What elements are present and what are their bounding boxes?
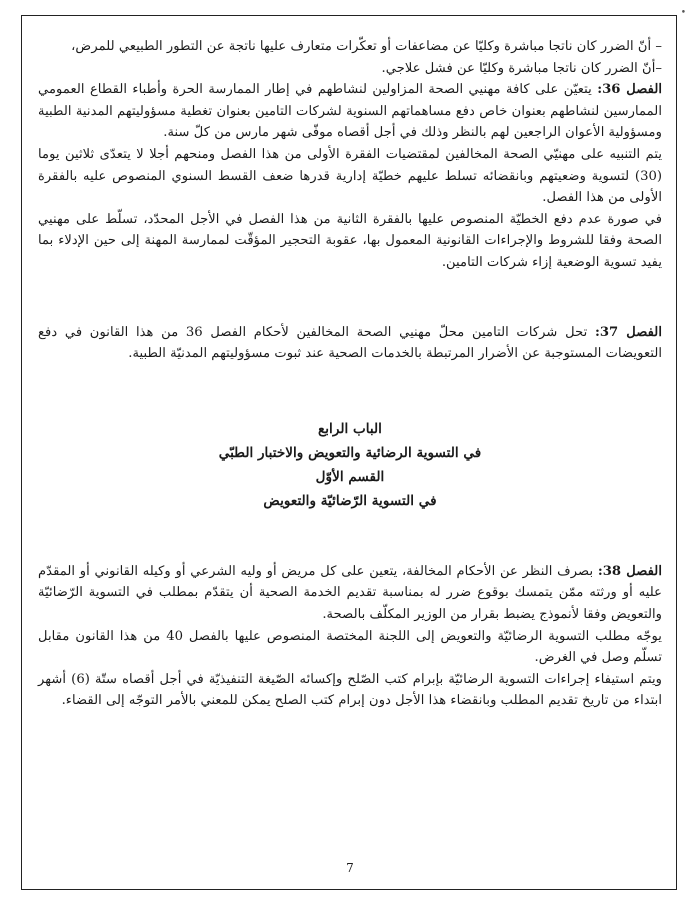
article-37-para	[38, 322, 662, 365]
article-38-para-1	[38, 561, 662, 626]
page-number: 7	[346, 861, 354, 875]
paragraph-cause-treatment-failure: –أنّ الضرر كان ناتجا مباشرة وكليّا عن فشل علاجي.	[381, 60, 662, 76]
article-36-para-1	[38, 79, 662, 144]
article-36-label: الفصل 36:	[597, 82, 663, 98]
document-body	[38, 36, 662, 712]
paragraph-cause-complications: – أنّ الضرر كان ناتجا مباشرة وكليّا عن مضاعفات أو تعكّرات متعارف عليها ناتجة عن التطور الطبيعي للمرض،	[71, 39, 662, 54]
spacer	[38, 274, 662, 322]
article-37-text: تحل شركات التامين محلّ مهنيي الصحة المخالفين لأحكام الفصل 36 من هذا القانون في دفع التعويضات المستوجبة عن الأضرار المرتبطة بالخدمات الصحية عند ثبوت مسؤوليتهم المدنيّة الطبية.	[38, 324, 662, 362]
spacer	[38, 365, 662, 417]
article-38-para-3: ويتم استيفاء إجراءات التسوية الرضائيّة بإبرام كتب الصّلح وإكسائه الصّيغة التنفيذيّة في أجل أقصاه ستّة (6) أشهر ابتداء من تاريخ تقديم المطلب وبانقضاء هذا الأجل دون إبرام كتب الصلح يمكن للمعني بالأمر التوجّه إلى القضاء.	[38, 671, 662, 709]
part-title: في التسوية الرّضائيّة والتعويض	[263, 492, 437, 509]
article-38-text-1: بصرف النظر عن الأحكام المخالفة، يتعين على كل مريض أو وليه الشرعي أو وكيله القانوني أو المقدّم عليه أو ورثته ممّن يتمسك بوقوع ضرر له بمناسبة تقديم الخدمة الصحية أن يتقدّم بمطلب في التسوية الرّضائيّة والتعويض وفقا لأنموذج يضبط بقرار من الوزير المكلّف بالصحة.	[38, 563, 662, 622]
spacer	[38, 513, 662, 561]
article-38-para-2: يوجّه مطلب التسوية الرضائيّة والتعويض إلى اللجنة المختصة المنصوص عليها بالفصل 40 من هذا القانون مقابل تسلّم وصل في الغرض.	[38, 628, 662, 666]
article-36-text-1: يتعيّن على كافة مهنيي الصحة المزاولين لنشاطهم في إطار الممارسة الحرة وأطباء القطاع العمومي الممارسين لنشاطهم بعنوان خاص دفع مساهماتهم السنوية لشركات التامين بعنوان تغطية مسؤوليتهم المدنية الطبية ومسؤولية الأعوان الراجعين لهم بالنظر وذلك في أجل أقصاه موفّى شهر مارس من كلّ سنة.	[38, 82, 662, 141]
article-36-para-2: يتم التنبيه على مهنيّي الصحة المخالفين لمقتضيات الفقرة الأولى من هذا الفصل ومنحهم أجلا لا يتعدّى ثلاثين يوما (30) لتسوية وضعيتهم وبانقضائه تسلط عليهم خطيّة إدارية قدرها ضعف القسط السنوي المنصوص عليه بالفقرة الأولى من هذا الفصل.	[38, 146, 662, 206]
article-36-para-3: في صورة عدم دفع الخطيّة المنصوص عليها بالفقرة الثانية من هذا الفصل في الأجل المحدّد، تسلّط على مهنيي الصحة وفقا للشروط والإجراءات القانونية المعمول بها، عقوبة التحجير المؤقّت لممارسة المهنة إلى حين الإدلاء بما يفيد تسوية الوضعية إزاء شركات التامين.	[38, 211, 662, 270]
chapter-number: الباب الرابع	[318, 420, 382, 437]
article-37-label: الفصل 37:	[594, 324, 662, 340]
corner-mark: •	[680, 8, 686, 18]
chapter-title: في التسوية الرضائية والتعويض والاختبار الطبّي	[218, 444, 482, 461]
section-heading	[38, 417, 662, 513]
part-number: القسم الأوّل	[315, 468, 385, 485]
article-38-label: الفصل 38:	[597, 563, 662, 579]
